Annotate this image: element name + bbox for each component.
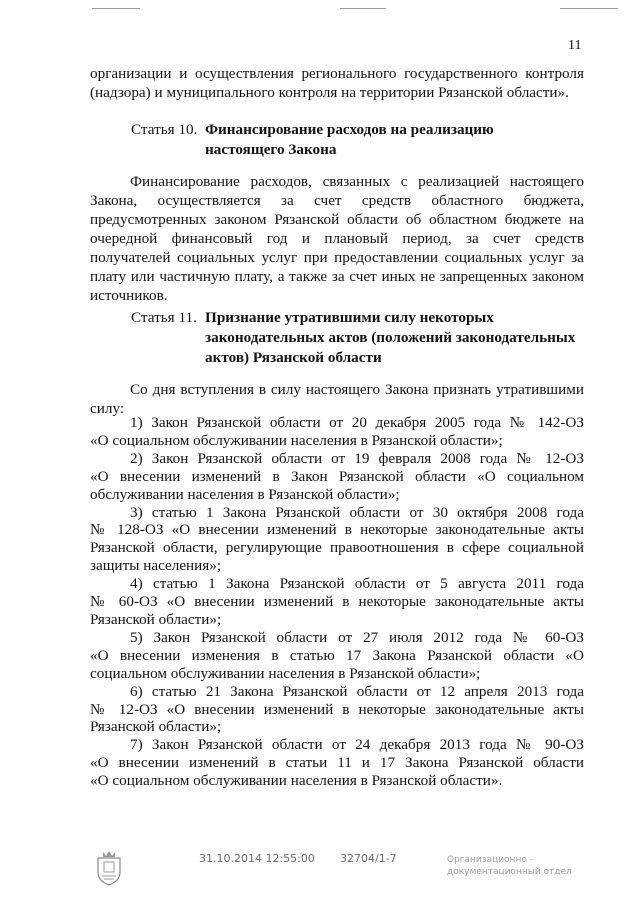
text-line: 6) статью 21 Закона Рязанской области от 12 апреля 2013 года: [130, 682, 584, 700]
text-line: защиты населения»;: [90, 557, 222, 575]
footer-organization: [447, 854, 572, 878]
intro-paragraph: [90, 64, 584, 102]
list-item: [90, 414, 584, 450]
text-line: социальном обслуживании населения в Рязанской области»;: [90, 664, 481, 682]
text-line: предусмотренных законом Рязанской области об областном бюджете на: [90, 211, 584, 228]
text-line: получателей социальных услуг при предоставлении социальных услуг за: [90, 249, 584, 266]
footer-datetime: 31.10.2014 12:55:00: [199, 852, 315, 865]
text-line: 3) статью 1 Закона Рязанской области от 30 октября 2008 года: [130, 503, 584, 521]
text-line: Закона, осуществляется за счет средств областного бюджета,: [90, 192, 584, 209]
text-line: 7) Закон Рязанской области от 24 декабря 2013 года № 90-ОЗ: [130, 736, 584, 754]
article-title-line: Финансирование расходов на реализацию: [205, 121, 494, 138]
text-line: 1) Закон Рязанской области от 20 декабря 2005 года № 142-ОЗ: [130, 414, 584, 431]
article-number: Статья 10.: [131, 121, 198, 138]
page-number: 11: [568, 38, 582, 53]
text-line: № 12-ОЗ «О внесении изменений в некоторые законодательные акты: [90, 700, 584, 718]
repealed-acts-list: [90, 414, 584, 790]
text-line: 2) Закон Рязанской области от 19 февраля 2008 года № 12-ОЗ: [130, 449, 584, 467]
text-line: Рязанской области»;: [90, 610, 222, 628]
article-title-line: Признание утратившими силу некоторых: [205, 309, 494, 326]
footer-doc-number: 32704/1-7: [340, 852, 397, 865]
org-line: документационный отдел: [447, 867, 572, 877]
article-10-text: [90, 172, 584, 305]
article-title-line: законодательных актов (положений законодательных: [205, 329, 576, 346]
article-11-heading: [131, 308, 575, 368]
text-line: (надзора) и муниципального контроля на территории Рязанской области».: [90, 84, 569, 101]
list-item: [90, 683, 584, 737]
list-item: [90, 629, 584, 683]
article-title-line: настоящего Закона: [205, 141, 337, 158]
text-line: очередной финансовый год и плановый период, за счет средств: [90, 230, 584, 247]
article-10-heading: [131, 120, 494, 160]
text-line: № 128-ОЗ «О внесении изменений в некоторые законодательные акты: [90, 521, 584, 539]
text-line: «О внесении изменений в Закон Рязанской области «О социальном: [90, 467, 584, 485]
list-item: [90, 450, 584, 504]
text-line: обслуживании населения в Рязанской области»;: [90, 485, 400, 503]
scan-artifact: [92, 8, 140, 9]
text-line: Со дня вступления в силу настоящего Закона признать утратившими: [130, 381, 584, 398]
article-11-intro: [90, 380, 584, 418]
article-title-line: актов) Рязанской области: [205, 349, 382, 366]
text-line: организации и осуществления регионального государственного контроля: [90, 65, 584, 82]
text-line: силу:: [90, 400, 125, 417]
article-number: Статья 11.: [131, 309, 197, 326]
text-line: «О социальном обслуживании населения в Рязанской области».: [90, 772, 503, 790]
scan-artifact: [340, 8, 386, 9]
text-line: № 60-ОЗ «О внесении изменений в некоторые законодательные акты: [90, 593, 584, 611]
text-line: Финансирование расходов, связанных с реализацией настоящего: [130, 173, 584, 190]
text-line: «О социальном обслуживании населения в Рязанской области»;: [90, 431, 503, 449]
text-line: «О внесении изменения в статью 17 Закона Рязанской области «О: [90, 646, 584, 664]
list-item: [90, 575, 584, 629]
text-line: 5) Закон Рязанской области от 27 июля 2012 года № 60-ОЗ: [130, 628, 584, 646]
text-line: плату или частичную плату, а также за счет иных не запрещенных законом: [90, 268, 584, 285]
scan-artifact: [560, 8, 618, 9]
text-line: «О внесении изменений в статьи 11 и 17 Закона Рязанской области: [90, 754, 584, 772]
text-line: источников.: [90, 287, 168, 304]
list-item: [90, 736, 584, 790]
coat-of-arms-emblem: [94, 850, 124, 886]
text-line: Рязанской области»;: [90, 718, 222, 736]
org-line: Организационно -: [447, 855, 533, 865]
text-line: 4) статью 1 Закона Рязанской области от 5 августа 2011 года: [130, 575, 584, 593]
text-line: Рязанской области, регулирующие правоотношения в сфере социальной: [90, 539, 584, 557]
list-item: [90, 504, 584, 576]
